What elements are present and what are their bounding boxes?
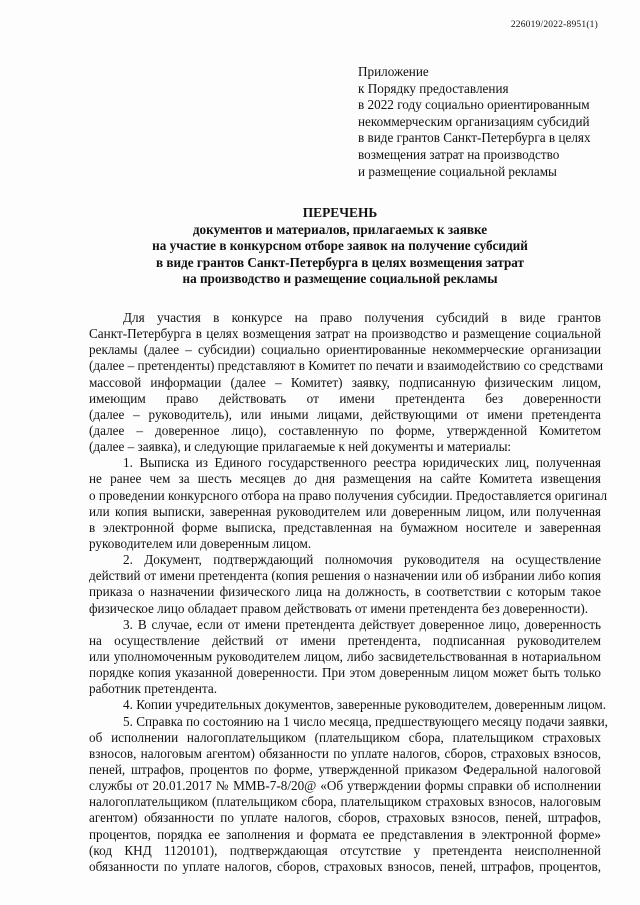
body-text-line: (далее – претенденты) представляют в Комитет по печати и взаимодействию со средствами <box>89 358 604 374</box>
appendix-line: к Порядку предоставления <box>358 80 509 96</box>
document-body <box>89 310 608 875</box>
appendix-line: в виде грантов Санкт-Петербурга в целях <box>358 130 591 146</box>
body-text-line: действий от имени претендента (копия решения о назначении или об избрании либо копия <box>89 568 601 584</box>
appendix-line: некоммерческим организациям субсидий <box>358 113 590 129</box>
appendix-note <box>358 64 608 180</box>
body-text-line: имеющим право действовать от имени претендента без доверенности <box>89 390 601 406</box>
title-line: на производство и размещение социальной рекламы <box>182 270 498 286</box>
appendix-line: в 2022 году социально ориентированным <box>358 97 590 113</box>
title-line: в виде грантов Санкт-Петербурга в целях возмещения затрат <box>155 254 525 270</box>
body-text-line: об исполнении налогоплательщиком (плательщиком сбора, плательщиком страховых <box>89 729 601 745</box>
body-text-line: Для участия в конкурсе на право получения субсидий в виде грантов <box>123 310 601 325</box>
appendix-line: возмещения затрат на производство <box>358 146 560 162</box>
body-text-line: не ранее чем за шесть месяцев до дня размещения на сайте Комитета извещения <box>89 471 601 487</box>
body-text-line: рекламы (далее – субсидии) социально ориентированные некоммерческие организации <box>89 342 601 358</box>
body-text-line: работник претендента. <box>89 681 218 697</box>
body-text-line: о проведении конкурсного отбора на право получения субсидии. Предоставляется оригинал <box>89 487 608 503</box>
document-title <box>80 205 600 287</box>
body-text-line: 1. Выписка из Единого государственного реестра юридических лиц, полученная <box>123 455 601 471</box>
body-text-line: агентом) обязанности по уплате налогов, сборов, страховых взносов, пеней, штрафов, <box>89 810 601 826</box>
body-text-line: руководителем или доверенным лицом. <box>89 535 312 551</box>
body-text-line: массовой информации (далее – Комитет) заявку, подписанную физическим лицом, <box>89 374 601 390</box>
body-text-line: 5. Справка по состоянию на 1 число месяца, предшествующего месяцу подачи заявки, <box>123 713 608 729</box>
document-number: 226019/2022-8951(1) <box>510 20 598 30</box>
body-text-line: налогоплательщиком (плательщиком сбора, плательщиком страховых взносов, налоговым <box>89 794 601 810</box>
body-text-line: (далее – руководитель), или иными лицами, действующими от имени претендента <box>89 406 601 422</box>
body-text-line: (код КНД 1120101), подтверждающая отсутствие у претендента неисполненной <box>89 842 601 858</box>
body-text-line: приказа о назначении физического лица на должность, в соответствии с которым такое <box>89 584 601 600</box>
body-text-line: пеней, штрафов, процентов по форме, утвержденной приказом Федеральной налоговой <box>89 761 601 777</box>
body-text-line: 4. Копии учредительных документов, заверенные руководителем, доверенным лицом. <box>123 697 607 713</box>
body-text-line: (далее – доверенное лицо), составленную по форме, утвержденной Комитетом <box>89 422 601 438</box>
body-text-line: или копия выписки, заверенная руководителем или доверенным лицом, или полученная <box>89 503 601 519</box>
appendix-line: и размещение социальной рекламы <box>358 163 557 179</box>
body-text-line: службы от 20.01.2017 № ММВ-7-8/20@ «Об утверждении формы справки об исполнении <box>89 778 601 794</box>
body-text-line: (далее – заявка), и следующие прилагаемые к ней документы и материалы: <box>89 439 512 455</box>
body-text-line: или уполномоченным руководителем лицом, либо засвидетельствованная в нотариальном <box>89 648 601 664</box>
body-text-line: взносов, налоговым агентом) обязанности по уплате налогов, сборов, страховых взносов, <box>89 745 601 761</box>
body-text-line: процентов, порядка ее заполнения и формата ее представления в электронной форме» <box>89 826 601 842</box>
title-heading: ПЕРЕЧЕНЬ <box>302 205 378 220</box>
body-text-line: порядке копия указанной доверенности. При этом доверенным лицом может быть только <box>89 665 601 681</box>
body-text-line: физическое лицо обладает правом действовать от имени претендента без доверенности). <box>89 600 589 616</box>
title-line: на участие в конкурсном отборе заявок на получение субсидий <box>152 238 528 254</box>
body-text-line: 2. Документ, подтверждающий полномочия руководителя на осуществление <box>123 552 601 568</box>
appendix-line: Приложение <box>358 64 429 79</box>
body-text-line: на осуществление действий от имени претендента, подписанная руководителем <box>89 632 601 648</box>
body-text-line: 3. В случае, если от имени претендента действует доверенное лицо, доверенность <box>123 616 601 632</box>
body-text-line: Санкт-Петербурга в целях возмещения затрат на производство и размещение социальной <box>89 326 601 342</box>
body-text-line: в электронной форме выписка, представленная на бумажном носителе и заверенная <box>89 519 601 535</box>
title-line: документов и материалов, прилагаемых к заявке <box>192 222 488 238</box>
body-text-line: обязанности по уплате налогов, сборов, страховых взносов, пеней, штрафов, процентов, <box>89 858 601 874</box>
